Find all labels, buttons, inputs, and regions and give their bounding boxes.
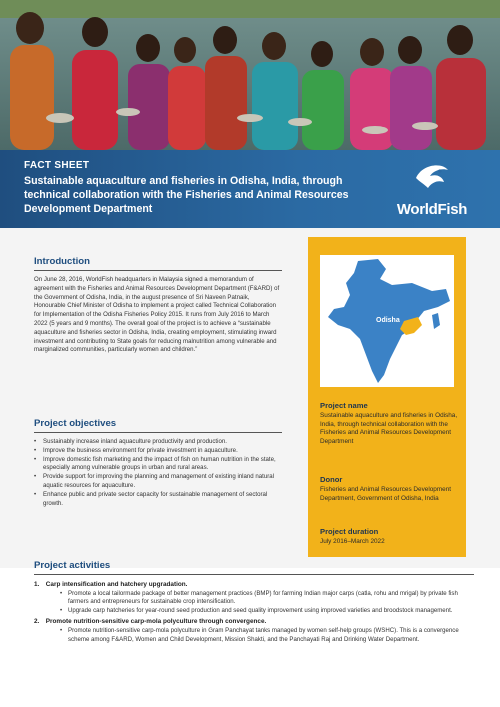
fact-sheet-label: FACT SHEET	[24, 160, 90, 171]
donor-section	[320, 475, 460, 503]
activity-title	[34, 618, 474, 627]
title-banner	[0, 150, 500, 228]
donor-text: Fisheries and Animal Resources Development Department, Government of Odisha, India	[320, 486, 452, 502]
introduction-body: On June 28, 2016, WorldFish headquarters in Malaysia signed a memorandum of agreement with the Fisheries and Animal Resources Development Department (F&ARD) of the Government of Odisha, India, in the august presence of Sri Naveen Patnaik, Honourable Chief Minister of Odisha to implement a project called Technical Collaboration for Implementation of the Odisha Fisheries Policy 2015. It runs from July 2016 to March 2022 (5 years and 9 months). The overall goal of the project is to achieve a “sustainable aquaculture and fisheries sector in Odisha, India, creating employment, stimulating inward investment and contributing to State goals for reducing malnutrition among vulnerable and marginalized communities, particularly women and children.”	[34, 276, 280, 354]
introduction-section	[34, 256, 282, 355]
list-item: • Improve the business environment for private investment in aquaculture.	[34, 447, 282, 456]
activity-item	[34, 618, 474, 644]
list-item: • Promote nutrition-sensitive carp-mola polyculture in Gram Panchayat tanks managed by women self-help groups (WSHC). This is a convergence scheme among F&ARD, Women and Child Development, Mission Shakti, and the Panchayati Raj and Drinking Water Department.	[60, 627, 474, 644]
objectives-section	[34, 418, 282, 508]
activity-title	[34, 581, 474, 590]
india-map	[320, 255, 454, 387]
activities-section	[34, 560, 474, 647]
introduction-heading: Introduction	[34, 256, 282, 271]
activity-title-text: Carp intensification and hatchery upgradation.	[45, 581, 188, 588]
worldfish-logo	[382, 160, 482, 220]
project-name-section	[320, 401, 460, 446]
activity-points	[60, 627, 474, 644]
activity-number: 1.	[34, 581, 40, 588]
list-item: • Sustainably increase inland aquaculture productivity and production.	[34, 438, 282, 447]
list-item: • Provide support for improving the planning and management of existing inland natural aquatic resources for aquaculture.	[34, 473, 282, 491]
fish-logo-icon	[412, 160, 452, 194]
activity-points	[60, 590, 474, 616]
project-name-text: Sustainable aquaculture and fisheries in Odisha, India, through technical collaboration with the Fisheries and Animal Resources Development Department	[320, 412, 458, 445]
banner-text	[24, 160, 354, 216]
logo-wordmark: WorldFish	[396, 201, 468, 218]
objectives-heading: Project objectives	[34, 418, 282, 433]
activity-number: 2.	[34, 618, 40, 626]
objectives-list	[34, 438, 282, 508]
map-label-odisha: Odisha	[376, 317, 400, 324]
activity-item	[34, 581, 474, 615]
list-item: • Improve domestic fish marketing and the impact of fish on human nutrition in the state, especially among vulnerable groups in urban and rural areas.	[34, 456, 282, 474]
activities-list	[34, 581, 474, 644]
list-item: • Enhance public and private sector capacity for sustainable management of sectoral growth.	[34, 491, 282, 509]
duration-text: July 2016–March 2022	[320, 538, 385, 545]
project-info-sidebar	[308, 237, 466, 557]
list-item: • Promote a local tailormade package of better management practices (BMP) for farming Indian major carps (catla, rohu and mrigal) by private fish farmers and entrepreneurs for sustainable crop intensification.	[60, 590, 474, 607]
activity-title-text: Promote nutrition-sensitive carp-mola polyculture through convergence.	[45, 618, 267, 626]
list-item: • Upgrade carp hatcheries for year-round seed production and seed quality improvement using improved varieties and broodstock management.	[60, 607, 474, 616]
activities-heading: Project activities	[34, 560, 474, 575]
duration-heading: Project duration	[320, 527, 379, 536]
duration-section	[320, 527, 460, 547]
hero-illustration	[0, 0, 500, 150]
donor-heading: Donor	[320, 475, 343, 484]
hero-photo	[0, 0, 500, 150]
project-name-heading: Project name	[320, 401, 368, 410]
page-title: Sustainable aquaculture and fisheries in Odisha, India, through technical collaboration with the Fisheries and Animal Resources Development Department	[24, 175, 349, 215]
